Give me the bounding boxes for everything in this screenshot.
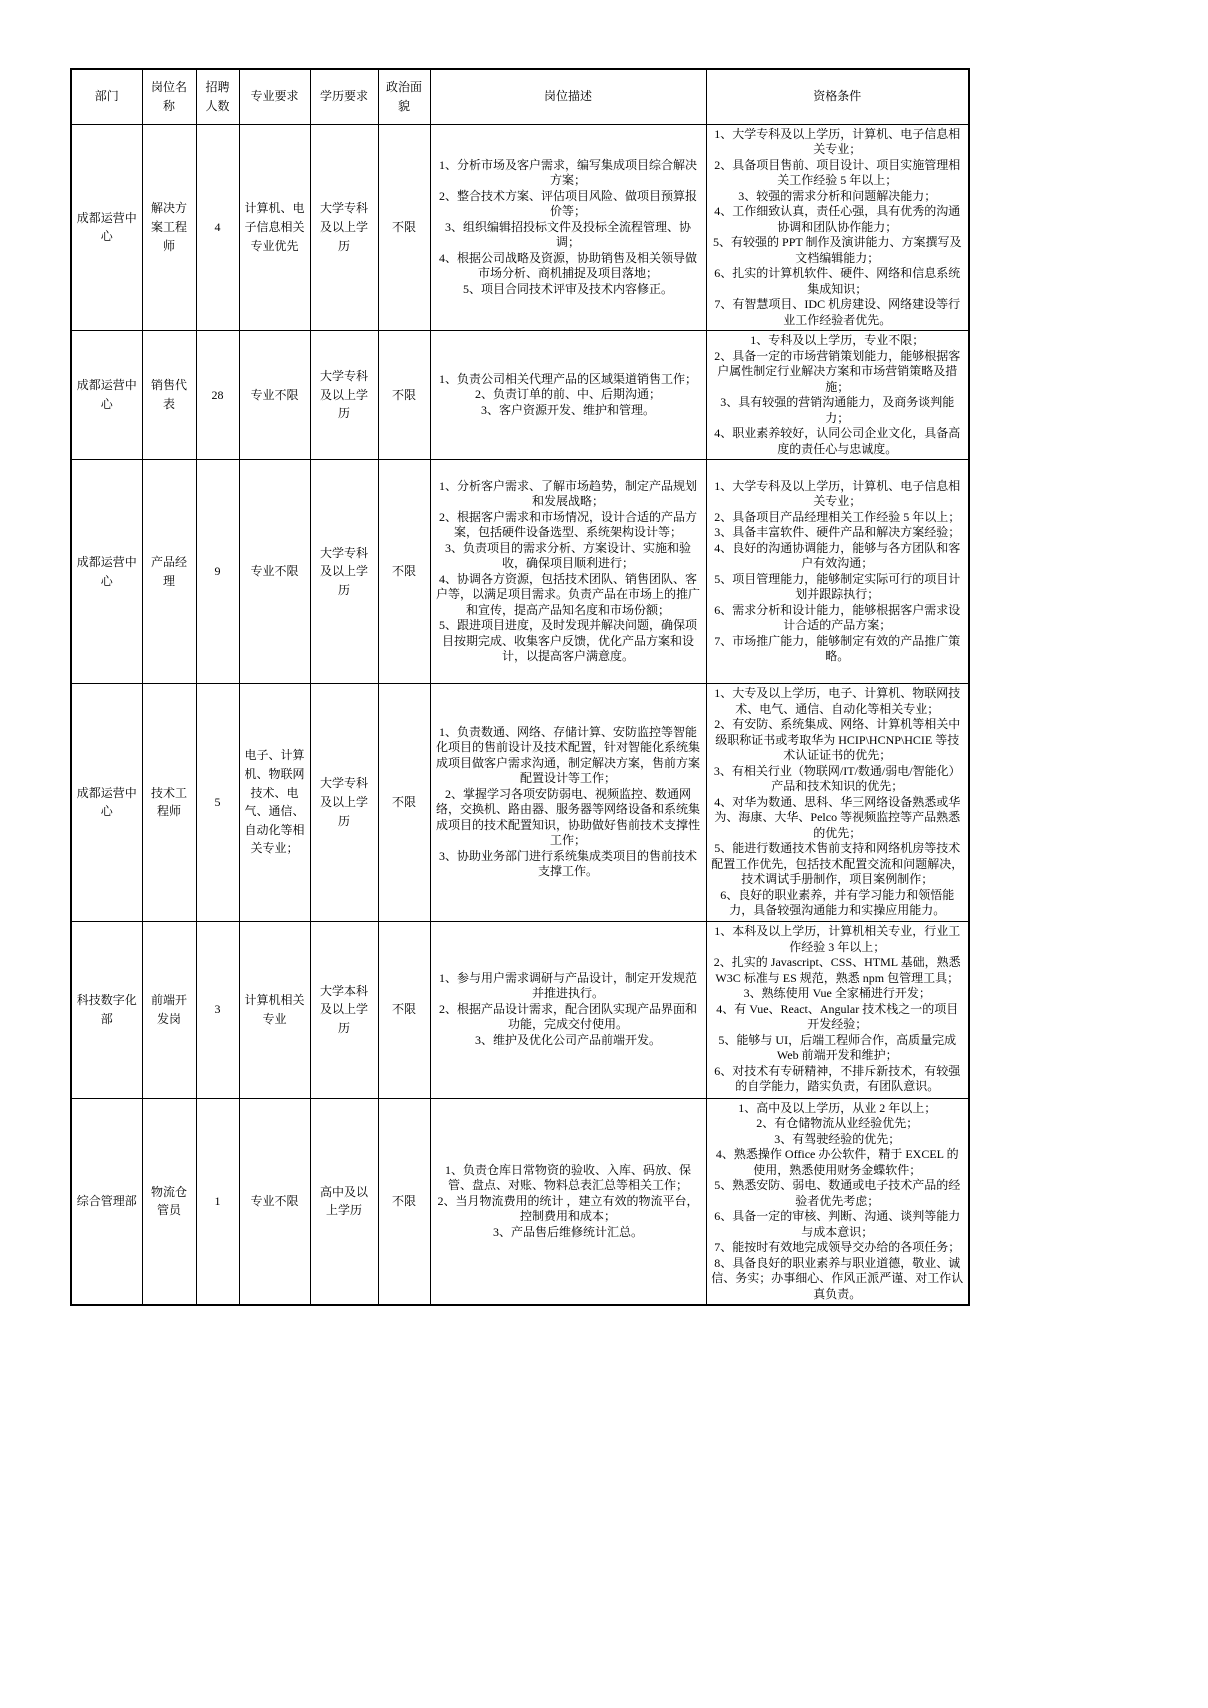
cell-description (430, 1098, 706, 1305)
paragraph: 1、分析市场及客户需求，编写集成项目综合解决方案； (438, 157, 697, 187)
paragraph: 6、具备一定的审核、判断、沟通、谈判等能力与成本意识； (714, 1209, 961, 1239)
column-header-major: 专业要求 (239, 69, 310, 124)
paragraph: 5、有较强的 PPT 制作及演讲能力、方案撰写及文档编辑能力； (713, 235, 962, 265)
cell-major: 专业不限 (239, 1098, 310, 1305)
cell-education: 大学专科及以上学历 (310, 331, 378, 460)
cell-major: 专业不限 (239, 460, 310, 684)
paragraph: 7、能按时有效地完成领导交办给的各项任务； (714, 1240, 961, 1254)
cell-position: 技术工程师 (142, 684, 196, 922)
paragraph: 4、职业素养较好，认同公司企业文化，具备高度的责任心与忠诚度。 (714, 426, 961, 456)
paragraph: 5、能够与 UI，后端工程师合作，高质量完成 Web 前端开发和维护； (718, 1032, 957, 1063)
cell-political: 不限 (378, 921, 430, 1098)
paragraph: 2、扎实的 Javascript、CSS、HTML 基础，熟悉 W3C 标准与 ES 规范，熟悉 npm 包管理工具； (713, 955, 961, 985)
paragraph: 3、维护及优化公司产品前端开发。 (474, 1032, 661, 1047)
cell-description (430, 331, 706, 460)
cell-major: 专业不限 (239, 331, 310, 460)
cell-political: 不限 (378, 684, 430, 922)
cell-qualifications (706, 1098, 969, 1305)
paragraph: 5、跟进项目进度，及时发现并解决问题，确保项目按期完成、收集客户反馈，优化产品方案和设计，以提高客户满意度。 (438, 618, 697, 663)
paragraph: 2、根据产品设计需求，配合团队实现产品界面和功能，完成交付使用。 (438, 1001, 697, 1032)
paragraph: 3、熟练使用 Vue 全家桶进行开发； (743, 986, 931, 1001)
cell-major: 电子、计算机、物联网技术、电气、通信、自动化等相关专业； (239, 684, 310, 922)
paragraph: 1、分析客户需求、了解市场趋势，制定产品规划和发展战略； (438, 478, 697, 508)
cell-political: 不限 (378, 460, 430, 684)
paragraph: 3、负责项目的需求分析、方案设计、实施和验收，确保项目顺利进行； (444, 540, 691, 570)
cell-major: 计算机相关专业 (239, 921, 310, 1098)
paragraph: 2、有安防、系统集成、网络、计算机等相关中级职称证书或考取华为 HCIP\HCNP\HCIE 等技术认证证书的优先； (714, 717, 961, 762)
paragraph: 5、能进行数通技术售前支持和网络机房等技术配置工作优先，包括技术配置交流和问题解决，技术调试手册制作，项目案例制作； (711, 841, 964, 886)
table-row (71, 1098, 969, 1305)
paragraph: 2、整合技术方案、评估项目风险、做项目预算报价等； (438, 188, 697, 218)
paragraph: 4、有 Vue、React、Angular 技术栈之一的项目开发经验； (716, 1001, 959, 1032)
cell-description (430, 921, 706, 1098)
cell-education: 大学专科及以上学历 (310, 124, 378, 331)
paragraph: 3、有相关行业（物联网/IT/数通/弱电/智能化）产品和技术知识的优先； (713, 763, 961, 793)
cell-position: 产品经理 (142, 460, 196, 684)
paragraph: 4、协调各方资源，包括技术团队、销售团队、客户等，以满足项目需求。负责产品在市场上的推广和宣传，提高产品知名度和市场份额； (435, 571, 700, 617)
cell-position: 前端开发岗 (142, 921, 196, 1098)
table-row (71, 331, 969, 460)
table-row (71, 684, 969, 922)
table-row (71, 460, 969, 684)
cell-qualifications (706, 331, 969, 460)
recruitment-table (70, 68, 970, 1306)
paragraph: 2、当月物流费用的统计 ，建立有效的物流平台，控制费用和成本； (437, 1193, 699, 1223)
cell-department: 成都运营中心 (71, 684, 142, 922)
paragraph: 4、根据公司战略及资源，协助销售及相关领导做市场分析、商机捕捉及项目落地； (438, 250, 697, 280)
column-header-political: 政治面貌 (378, 69, 430, 124)
paragraph: 1、大学专科及以上学历，计算机、电子信息相关专业； (714, 478, 961, 508)
column-header-position: 岗位名称 (142, 69, 196, 124)
paragraph: 3、客户资源开发、维护和管理。 (480, 402, 655, 417)
cell-department: 综合管理部 (71, 1098, 142, 1305)
cell-position: 解决方案工程师 (142, 124, 196, 331)
cell-count: 3 (196, 921, 239, 1098)
paragraph: 1、大专及以上学历，电子、计算机、物联网技术、电气、通信、自动化等相关专业； (714, 686, 961, 716)
paragraph: 7、有智慧项目、IDC 机房建设、网络建设等行业工作经验者优先。 (714, 297, 961, 327)
cell-major: 计算机、电子信息相关专业优先 (239, 124, 310, 331)
cell-count: 1 (196, 1098, 239, 1305)
paragraph: 4、工作细致认真，责任心强，具有优秀的沟通协调和团队协作能力； (714, 204, 961, 234)
cell-qualifications (706, 124, 969, 331)
cell-count: 28 (196, 331, 239, 460)
cell-education: 大学专科及以上学历 (310, 460, 378, 684)
paragraph: 2、具备项目产品经理相关工作经验 5 年以上； (714, 509, 961, 524)
paragraph: 2、根据客户需求和市场情况，设计合适的产品方案，包括硬件设备选型、系统架构设计等； (438, 509, 697, 539)
table-row (71, 921, 969, 1098)
paragraph: 4、对华为数通、思科、华三网络设备熟悉或华为、海康、大华、Pelco 等视频监控等产品熟悉的优先； (714, 794, 961, 840)
paragraph: 5、项目管理能力，能够制定实际可行的项目计划并跟踪执行； (714, 571, 961, 601)
cell-education: 高中及以上学历 (310, 1098, 378, 1305)
paragraph: 6、良好的职业素养，并有学习能力和领悟能力，具备较强沟通能力和实操应用能力。 (720, 887, 955, 917)
paragraph: 1、大学专科及以上学历，计算机、电子信息相关专业； (714, 126, 961, 156)
paragraph: 1、参与用户需求调研与产品设计，制定开发规范并推进执行。 (438, 970, 697, 1001)
cell-political: 不限 (378, 124, 430, 331)
paragraph: 8、具备良好的职业素养与职业道德，敬业、诚信、务实；办事细心、作风正派严谨、对工作认真负责。 (711, 1255, 964, 1301)
paragraph: 6、需求分析和设计能力，能够根据客户需求设计合适的产品方案； (714, 602, 961, 632)
cell-count: 4 (196, 124, 239, 331)
column-header-qualifications: 资格条件 (706, 69, 969, 124)
paragraph: 1、负责仓库日常物资的验收、入库、码放、保管、盘点、对账、物料总表汇总等相关工作； (444, 1162, 691, 1192)
paragraph: 4、良好的沟通协调能力，能够与各方团队和客户有效沟通； (714, 540, 961, 570)
paragraph: 1、专科及以上学历，专业不限； (750, 333, 925, 347)
paragraph: 2、具备项目售前、项目设计、项目实施管理相关工作经验 5 年以上； (714, 157, 961, 187)
paragraph: 2、有仓储物流从业经验优先； (756, 1116, 919, 1130)
column-header-department: 部门 (71, 69, 142, 124)
paragraph: 3、协助业务部门进行系统集成类项目的售前技术支撑工作。 (438, 848, 697, 879)
paragraph: 3、有驾驶经验的优先； (774, 1131, 901, 1146)
cell-description (430, 460, 706, 684)
cell-education: 大学专科及以上学历 (310, 684, 378, 922)
cell-position: 物流仓管员 (142, 1098, 196, 1305)
header-row (71, 69, 969, 124)
cell-department: 成都运营中心 (71, 331, 142, 460)
column-header-description: 岗位描述 (430, 69, 706, 124)
cell-qualifications (706, 921, 969, 1098)
cell-political: 不限 (378, 331, 430, 460)
paragraph: 3、具备丰富软件、硬件产品和解决方案经验； (714, 525, 961, 539)
paragraph: 3、具有较强的营销沟通能力，及商务谈判能力； (720, 395, 955, 425)
paragraph: 2、掌握学习各项安防弱电、视频监控、数通网络，交换机、路由器、服务器等网络设备和系统集成项目的技术配置知识，协助做好售前技术支撑性工作； (435, 786, 700, 848)
paragraph: 3、较强的需求分析和问题解决能力； (738, 188, 937, 203)
paragraph: 1、负责数通、网络、存储计算、安防监控等智能化项目的售前设计及技术配置，针对智能化系统集成项目做客户需求沟通，制定解决方案，售前方案配置设计等工作； (435, 724, 700, 786)
cell-position: 销售代表 (142, 331, 196, 460)
paragraph: 6、对技术有专研精神，不排斥新技术，有较强的自学能力，踏实负责，有团队意识。 (714, 1063, 961, 1094)
paragraph: 5、熟悉安防、弱电、数通或电子技术产品的经验者优先考虑； (714, 1178, 961, 1208)
cell-department: 成都运营中心 (71, 124, 142, 331)
paragraph: 4、熟悉操作 Office 办公软件，精于 EXCEL 的使用，熟悉使用财务金蝶软件； (715, 1147, 959, 1177)
table-row (71, 124, 969, 331)
paragraph: 1、高中及以上学历，从业 2 年以上； (738, 1100, 937, 1115)
cell-qualifications (706, 460, 969, 684)
paragraph: 2、负责订单的前、中、后期沟通； (474, 387, 661, 402)
paragraph: 3、组织编辑招投标文件及投标全流程管理、协调； (444, 219, 691, 249)
paragraph: 1、本科及以上学历，计算机相关专业，行业工作经验 3 年以上； (714, 924, 961, 954)
column-header-education: 学历要求 (310, 69, 378, 124)
cell-count: 9 (196, 460, 239, 684)
cell-description (430, 124, 706, 331)
cell-count: 5 (196, 684, 239, 922)
paragraph: 6、扎实的计算机软件、硬件、网络和信息系统集成知识； (714, 266, 961, 296)
cell-department: 科技数字化部 (71, 921, 142, 1098)
paragraph: 3、产品售后维修统计汇总。 (492, 1224, 643, 1239)
cell-department: 成都运营中心 (71, 460, 142, 684)
paragraph: 7、市场推广能力，能够制定有效的产品推广策略。 (714, 633, 961, 663)
paragraph: 2、具备一定的市场营销策划能力，能够根据客户属性制定行业解决方案和市场营销策略及措施； (714, 348, 961, 394)
cell-qualifications (706, 684, 969, 922)
column-header-count: 招聘人数 (196, 69, 239, 124)
cell-political: 不限 (378, 1098, 430, 1305)
cell-education: 大学本科及以上学历 (310, 921, 378, 1098)
paragraph: 5、项目合同技术评审及技术内容修正。 (462, 281, 673, 296)
cell-description (430, 684, 706, 922)
paragraph: 1、负责公司相关代理产品的区域渠道销售工作； (438, 371, 697, 386)
